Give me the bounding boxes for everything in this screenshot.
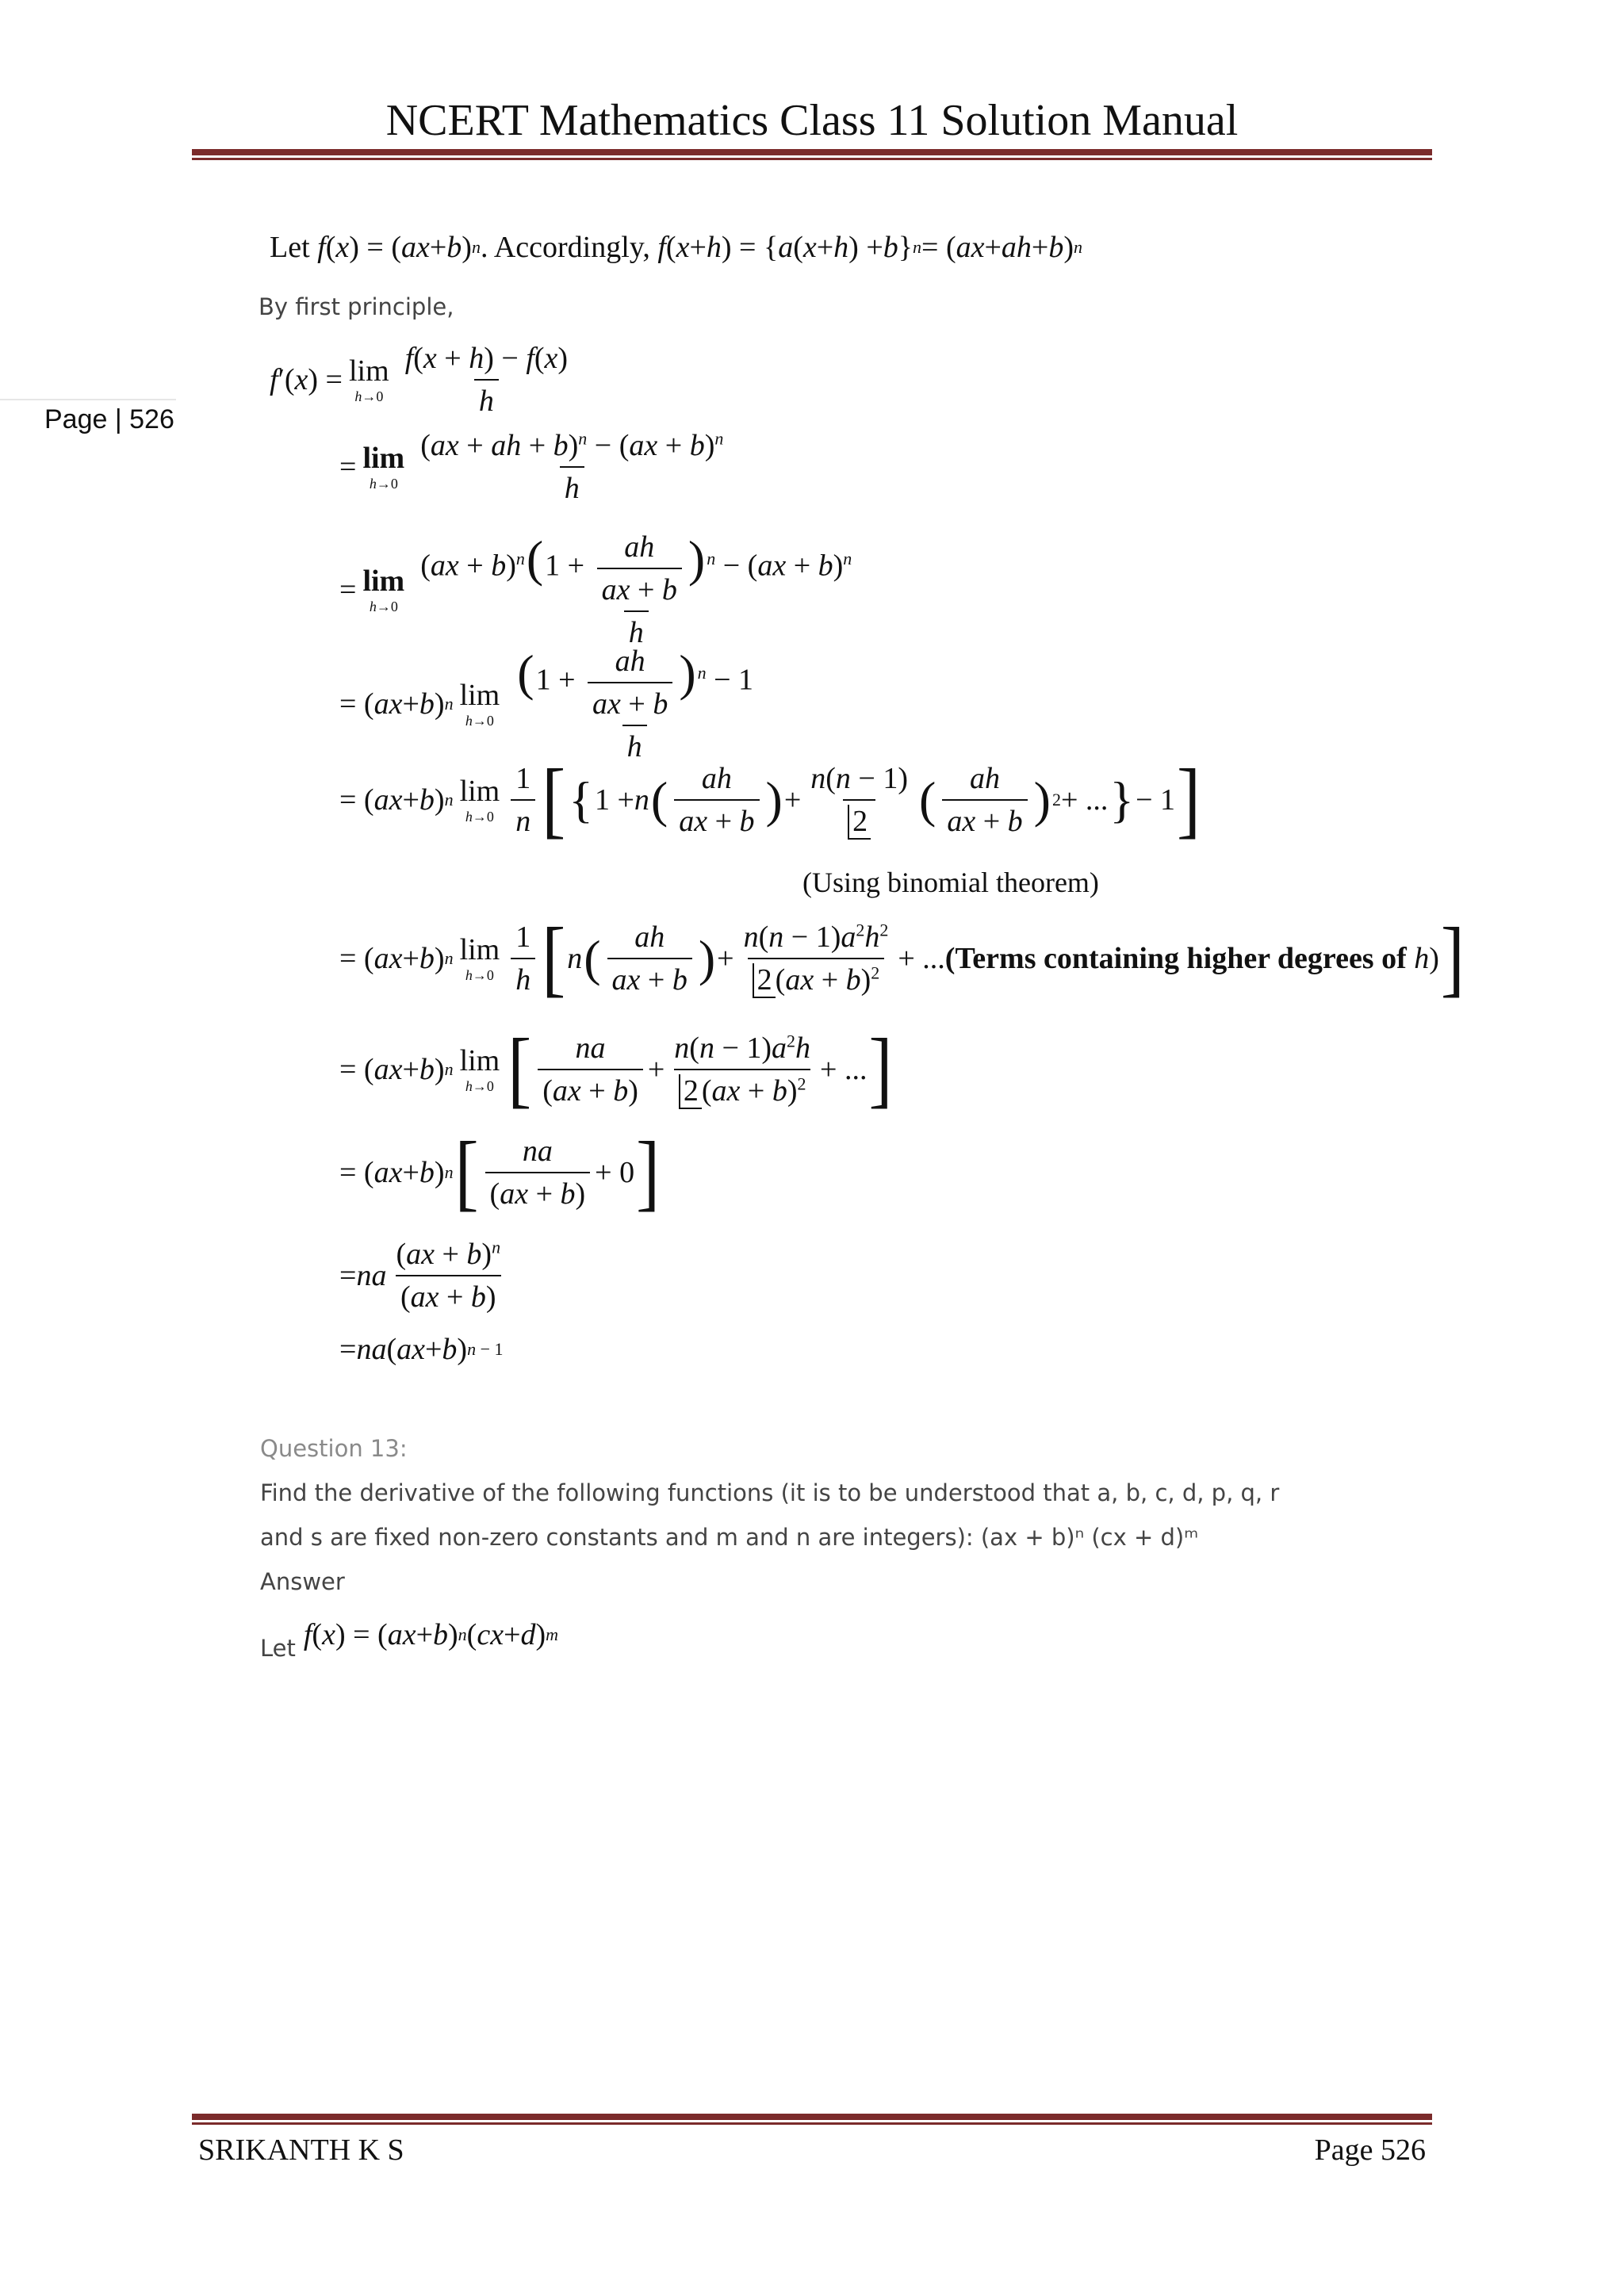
equation-step-3: = lim h→0 (ax + b)$^n$(1 + $\frac{ah}{ax + b}$ )$^n$ − (ax + b)$^n$ h — [339, 530, 852, 649]
equation-step-8: = ( ax + b ) n [ $\frac{na}{(ax + b)}$ + 0 ] — [339, 1125, 661, 1219]
footer-rule — [192, 2114, 1432, 2125]
equation-step-6: = ( ax + b ) n lim h→0 $\frac{1}{h}$ [ n ( $\frac{ah}{ax + b}$ ) + $\frac{n(n - 1)a^2h^2}{2 (ax + b)^2}$ + ... (Terms containing higher degrees of h ) ] — [339, 911, 1465, 1005]
higher-terms-note: (Terms containing higher degrees of — [944, 942, 1407, 975]
equation-step-2: = lim h→0 $\frac{(ax + ah + b)^n - (ax + b)^n}{h}$ — [339, 428, 724, 505]
equation-step-4: = ( ax + b ) n lim h→0 (1 + $\frac{ah}{ax + b}$ )$^n$ − 1 h — [339, 644, 754, 763]
binomial-note: (Using binomial theorem) — [802, 867, 1099, 898]
margin-page-number: Page | 526 — [44, 404, 174, 434]
answer-label: Answer — [260, 1568, 345, 1595]
footer-page-number: Page 526 — [1314, 2133, 1426, 2167]
intro-accordingly: . Accordingly, — [480, 231, 650, 264]
page-header-title: NCERT Mathematics Class 11 Solution Manual — [385, 96, 1239, 145]
footer-author: SRIKANTH K S — [198, 2133, 404, 2167]
question-title: Question 13: — [260, 1435, 408, 1462]
answer-definition: Let f ( x ) = ( ax + b ) n ( cx + d ) m — [260, 1618, 559, 1662]
header-rule — [192, 149, 1432, 160]
margin-divider — [0, 399, 176, 400]
equation-step-7: = ( ax + b ) n lim h→0 [ $\frac{na}{(ax + b)}$ + $\frac{n(n - 1)a^2h}{2 (ax + b)^2}$ + ... ] — [339, 1022, 893, 1116]
intro-let: Let — [270, 231, 310, 264]
question-text-line-2: and s are fixed non-zero constants and m and n are integers): (ax + b)ⁿ (cx + d)ᵐ — [260, 1524, 1199, 1551]
equation-step-9: = na $\frac{(ax + b)^n}{(ax + b)}$ — [339, 1237, 501, 1314]
answer-let: Let — [260, 1635, 296, 1662]
intro-definition: Let f ( x ) = ( ax + b ) n . Accordingly, f ( x + h ) = { a ( x + h ) + b } n = ( ax + ah + b ) n — [270, 231, 1083, 264]
first-principle-text: By first principle, — [259, 293, 454, 320]
equation-step-1: f ′( x ) = lim h→0 $\frac{f(x + h) - f(x)}{h}$ — [270, 342, 569, 418]
question-text-line-1: Find the derivative of the following functions (it is to be understood that a, b, c, d, p, q, r — [260, 1479, 1280, 1506]
equation-step-5: = ( ax + b ) n lim h→0 $\frac{1}{n}$ [ { 1 + n ( $\frac{ah}{ax + b}$ ) + $\frac{n(n - 1)}{2}$ ( $\frac{ah}{ax + b}$ ) 2 + ... } − 1 ] — [339, 752, 1201, 847]
equation-step-10: = na ( ax + b ) n − 1 — [339, 1333, 504, 1366]
